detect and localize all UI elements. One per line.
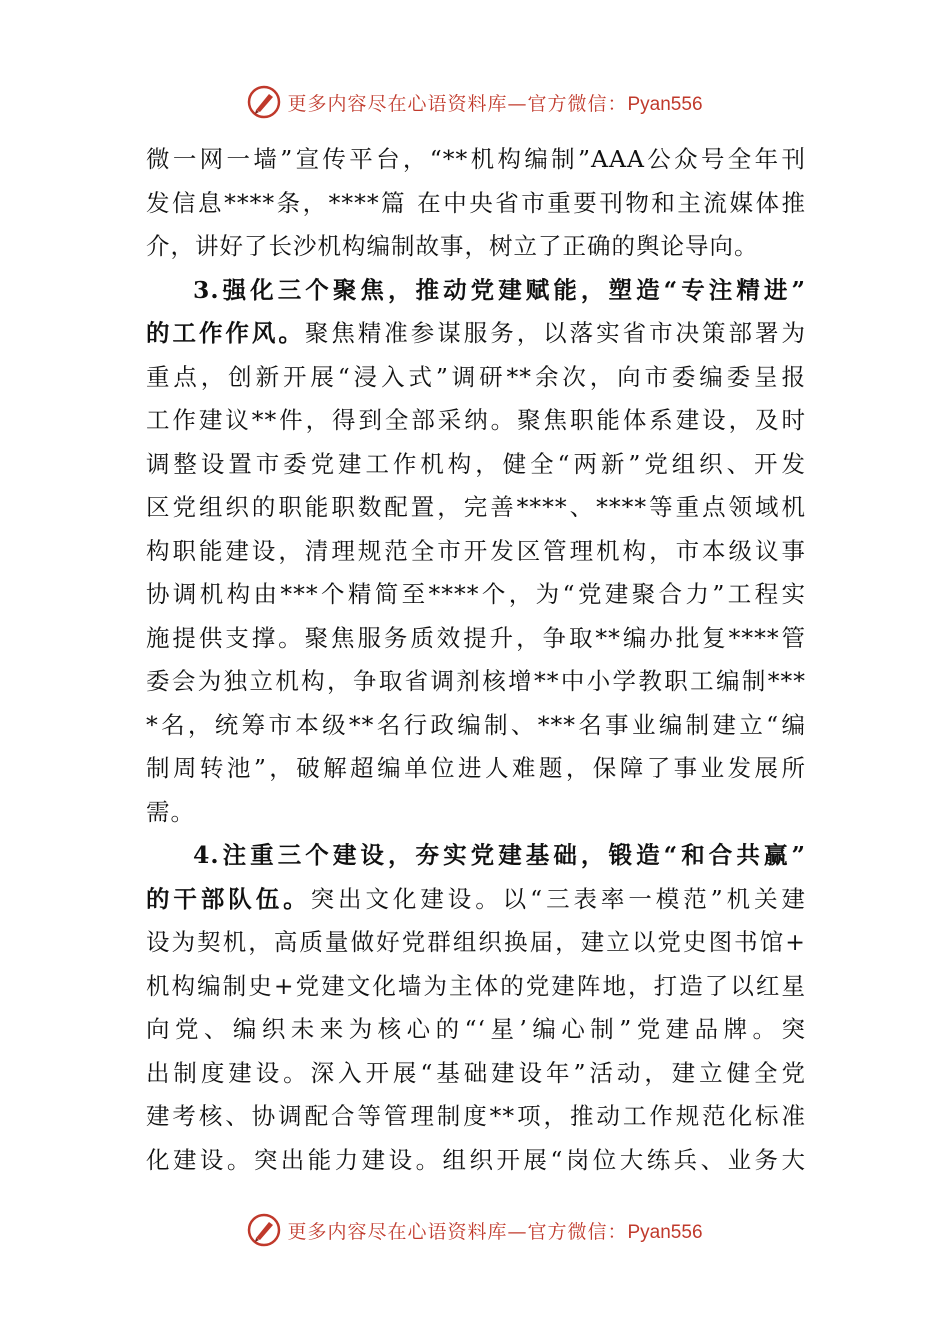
watermark-footer (0, 1210, 950, 1250)
text-line: 出制度建设。深入开展“基础建设年”活动，建立健全党 (146, 1058, 806, 1087)
text-line: 需。 (146, 797, 195, 826)
text-line: 施提供支撑。聚焦服务质效提升，争取**编办批复****管 (146, 623, 806, 652)
watermark-header (0, 82, 950, 122)
text-line: 区党组织的职能职数配置，完善****、****等重点领域机 (146, 493, 806, 521)
text-line: 机构编制史+党建文化墙为主体的党建阵地，打造了以红星 (146, 971, 806, 1000)
text-line: 设为契机，高质量做好党群组织换届，建立以党史图书馆+ (146, 928, 806, 956)
paragraph-section-4 (146, 834, 806, 1182)
text-line: 微一网一墙”宣传平台，“**机构编制”AAA公众号全年刊 (146, 145, 806, 173)
paragraph-section-3 (146, 269, 806, 835)
section-heading: 的干部队伍。 (146, 884, 311, 913)
document-body (146, 138, 806, 1182)
watermark-text: 更多内容尽在心语资料库—官方微信：Pyan556 (287, 92, 703, 115)
pen-logo-icon (247, 85, 281, 119)
text-line: 向党、编织未来为核心的“‘星’编心制”党建品牌。突 (146, 1015, 806, 1043)
text-line: 委会为独立机构，争取省调剂核增**中小学教职工编制*** (146, 667, 806, 695)
text-line: 的干部队伍。突出文化建设。以“三表率一模范”机关建 (146, 884, 806, 913)
text-line: 建考核、协调配合等管理制度**项，推动工作规范化标准 (146, 1102, 806, 1130)
text-line: 的工作作风。聚焦精准参谋服务，以落实省市决策部署为 (146, 319, 806, 347)
pen-logo-icon (247, 1213, 281, 1247)
section-heading-line (146, 834, 806, 878)
text-line: 制周转池”，破解超编单位进人难题，保障了事业发展所 (146, 754, 806, 782)
text-line: 发信息****条，****篇 在中央省市重要刊物和主流媒体推 (146, 188, 806, 217)
text-line: 化建设。突出能力建设。组织开展“岗位大练兵、业务大 (146, 1145, 806, 1174)
text-line: *名，统筹市本级**名行政编制、***名事业编制建立“编 (146, 710, 806, 739)
text-line: 构职能建设，清理规范全市开发区管理机构，市本级议事 (146, 536, 806, 565)
text-line: 协调机构由***个精简至****个，为“党建聚合力”工程实 (146, 580, 806, 608)
text-line: 重点，创新开展“浸入式”调研**余次，向市委编委呈报 (146, 362, 806, 391)
text-line: 介，讲好了长沙机构编制故事，树立了正确的舆论导向。 (146, 232, 759, 260)
text-line: 调整设置市委党建工作机构，健全“两新”党组织、开发 (146, 449, 806, 478)
section-heading: 4.注重三个建设，夯实党建基础，锻造“和合共赢” (193, 841, 806, 869)
paragraph (146, 138, 806, 269)
section-heading: 3.强化三个聚焦，推动党建赋能，塑造“专注精进” (193, 275, 806, 304)
section-heading: 的工作作风。 (146, 319, 305, 347)
section-heading-line (146, 269, 806, 313)
text-line: 工作建议**件，得到全部采纳。聚焦职能体系建设，及时 (146, 406, 806, 434)
watermark-text: 更多内容尽在心语资料库—官方微信：Pyan556 (287, 1220, 703, 1243)
